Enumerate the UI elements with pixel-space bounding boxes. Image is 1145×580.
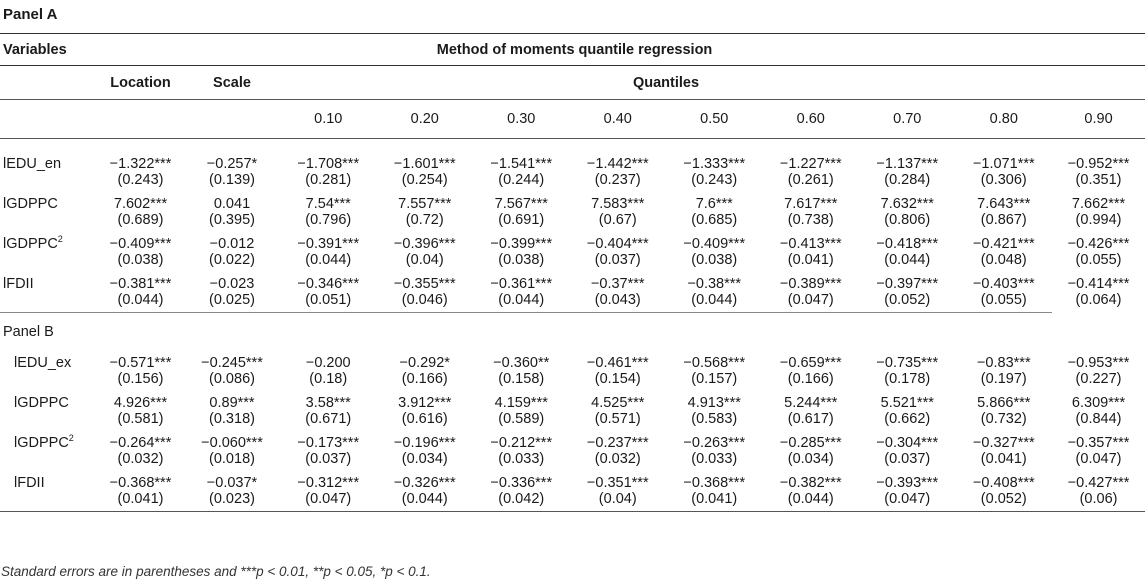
coefficient-cell: −0.426*** [1067,236,1130,252]
coefficient-cell: −0.263*** [683,435,746,451]
quantile-label: 0.80 [989,111,1018,127]
standard-error-cell: (0.06) [1052,491,1145,512]
coefficient-cell: −0.060*** [201,435,263,451]
coefficient-cell: 7.632*** [880,196,934,212]
standard-error-cell: (0.052) [956,491,1053,512]
coefficient-cell: −1.227*** [779,156,842,172]
coef-row [0,351,1145,371]
coefficient-cell: −0.735*** [876,355,939,371]
coefficient-cell: 7.662*** [1071,196,1126,212]
standard-error-cell: (0.994) [1075,212,1122,228]
se-row [0,212,1145,232]
regression-table [0,33,1145,512]
standard-error-cell: (0.178) [884,371,931,387]
standard-error-cell: (0.616) [401,411,448,427]
coefficient-cell: 4.926*** [113,395,168,411]
se-row [0,371,1145,391]
coefficient-cell: −0.381*** [109,276,172,292]
header-row-quantile-values [0,100,1145,139]
coefficient-cell: −0.408*** [972,475,1035,491]
coefficient-cell: −0.237*** [586,435,649,451]
coefficient-cell: −0.312*** [297,475,360,491]
coefficient-cell: −1.601*** [393,156,456,172]
coefficient-cell: −0.355*** [393,276,456,292]
standard-error-cell: (0.806) [884,212,931,228]
coefficient-cell: −0.037* [206,475,258,491]
standard-error-cell: (0.685) [691,212,738,228]
standard-error-cell: (0.052) [884,292,931,308]
footnote: Standard errors are in parentheses and ***p < 0.01, **p < 0.05, *p < 0.1. [1,564,431,579]
standard-error-cell: (0.044) [763,491,860,512]
variable-name: lGDPPC [3,196,58,212]
se-row [0,252,1145,272]
coefficient-cell: −0.023 [209,276,255,292]
standard-error-cell: (0.732) [980,411,1027,427]
header-row-quantiles [0,66,1145,100]
coefficient-cell: −1.708*** [297,156,360,172]
standard-error-cell: (0.038) [498,252,545,268]
coefficient-cell: −0.368*** [109,475,172,491]
standard-error-cell: (0.044) [305,252,352,268]
header-scale: Scale [213,74,251,91]
coefficient-cell: −0.37*** [590,276,645,292]
variable-name: lGDPPC [14,395,69,411]
coefficient-cell: −1.137*** [876,156,939,172]
standard-error-cell: (0.351) [1075,172,1122,188]
standard-error-cell: (0.042) [473,491,570,512]
coefficient-cell: −1.322*** [109,156,172,172]
se-row [0,292,1145,313]
coefficient-cell: −0.397*** [876,276,939,292]
standard-error-cell: (0.044) [377,491,474,512]
coefficient-cell: −0.200 [305,355,351,371]
standard-error-cell: (0.617) [787,411,834,427]
coefficient-cell: −0.427*** [1067,475,1130,491]
coefficient-cell: 7.567*** [494,196,548,212]
header-location: Location [110,74,171,91]
coefficient-cell: −0.409*** [683,236,746,252]
coefficient-cell: −0.38*** [687,276,742,292]
coefficient-cell: 4.525*** [591,395,645,411]
header-row-method [0,34,1145,66]
standard-error-cell: (0.154) [594,371,641,387]
standard-error-cell: (0.157) [691,371,738,387]
coefficient-cell: −0.212*** [490,435,553,451]
standard-error-cell: (0.044) [498,292,545,308]
standard-error-cell: (0.589) [498,411,545,427]
standard-error-cell: (0.041) [666,491,763,512]
coefficient-cell: −0.461*** [586,355,649,371]
panel-b-title: Panel B [0,313,1052,352]
standard-error-cell: (0.254) [401,172,448,188]
coefficient-cell: 7.6*** [695,196,733,212]
standard-error-cell: (0.284) [884,172,931,188]
se-row [0,172,1145,192]
coefficient-cell: −0.399*** [490,236,553,252]
quantile-label: 0.50 [700,111,729,127]
standard-error-cell: (0.04) [570,491,667,512]
coefficient-cell: −0.360** [493,355,550,371]
variable-name: lFDII [14,475,45,491]
coefficient-cell: −0.351*** [586,475,649,491]
variable-name: lGDPPC$^2$ [3,234,63,252]
coefficient-cell: −0.659*** [779,355,842,371]
se-row [0,491,1145,512]
header-method: Method of moments quantile regression [436,41,713,58]
standard-error-cell: (0.72) [405,212,444,228]
coef-row [0,139,1145,173]
standard-error-cell: (0.395) [209,212,255,228]
quantile-label: 0.20 [410,111,439,127]
coef-row [0,391,1145,411]
quantile-label: 0.10 [314,111,343,127]
standard-error-cell: (0.281) [305,172,352,188]
coefficient-cell: −0.391*** [297,236,360,252]
coefficient-cell: 7.557*** [398,196,452,212]
coefficient-cell: −0.953*** [1067,355,1130,371]
panel-a-title: Panel A [3,6,58,23]
quantile-label: 0.40 [603,111,632,127]
coefficient-cell: 0.89*** [209,395,255,411]
quantile-label: 0.60 [796,111,825,127]
standard-error-cell: (0.166) [401,371,448,387]
coefficient-cell: 4.159*** [494,395,548,411]
standard-error-cell: (0.67) [598,212,637,228]
standard-error-cell: (0.571) [594,411,641,427]
standard-error-cell: (0.04) [405,252,444,268]
standard-error-cell: (0.306) [980,172,1027,188]
standard-error-cell: (0.032) [594,451,641,467]
standard-error-cell: (0.047) [280,491,377,512]
standard-error-cell: (0.671) [305,411,352,427]
standard-error-cell: (0.156) [117,371,164,387]
coef-row [0,471,1145,491]
coefficient-cell: 4.913*** [687,395,741,411]
variable-name: lEDU_en [3,156,62,172]
coefficient-cell: −0.292* [399,355,450,371]
standard-error-cell: (0.237) [594,172,641,188]
coefficient-cell: 5.866*** [977,395,1031,411]
standard-error-cell: (0.051) [305,292,352,308]
standard-error-cell: (0.691) [498,212,545,228]
coefficient-cell: −0.336*** [490,475,553,491]
standard-error-cell: (0.023) [184,491,280,512]
coefficient-cell: 7.583*** [591,196,645,212]
coefficient-cell: 7.643*** [977,196,1031,212]
standard-error-cell: (0.227) [1075,371,1122,387]
coefficient-cell: −0.346*** [297,276,360,292]
standard-error-cell: (0.738) [787,212,834,228]
standard-error-cell: (0.197) [980,371,1027,387]
coefficient-cell: −0.382*** [779,475,842,491]
standard-error-cell: (0.064) [1075,292,1122,308]
coefficient-cell: −0.012 [209,236,255,252]
standard-error-cell: (0.867) [980,212,1027,228]
coefficient-cell: −0.285*** [779,435,842,451]
coefficient-cell: −0.389*** [779,276,842,292]
standard-error-cell: (0.583) [691,411,738,427]
coefficient-cell: 7.617*** [784,196,838,212]
standard-error-cell: (0.022) [209,252,255,268]
coefficient-cell: −0.173*** [297,435,360,451]
coefficient-cell: −0.568*** [683,355,746,371]
coefficient-cell: −0.413*** [779,236,842,252]
quantile-label: 0.30 [507,111,536,127]
variable-name: lFDII [3,276,34,292]
standard-error-cell: (0.033) [691,451,738,467]
standard-error-cell: (0.037) [594,252,641,268]
standard-error-cell: (0.048) [980,252,1027,268]
quantile-label: 0.70 [893,111,922,127]
standard-error-cell: (0.243) [117,172,164,188]
standard-error-cell: (0.689) [117,212,164,228]
header-quantiles: Quantiles [632,74,700,91]
se-row [0,411,1145,431]
coefficient-cell: −1.333*** [683,156,746,172]
standard-error-cell: (0.243) [691,172,738,188]
standard-error-cell: (0.047) [787,292,834,308]
standard-error-cell: (0.037) [305,451,352,467]
standard-error-cell: (0.581) [117,411,164,427]
standard-error-cell: (0.044) [117,292,164,308]
standard-error-cell: (0.047) [859,491,956,512]
coef-row [0,431,1145,451]
standard-error-cell: (0.086) [209,371,255,387]
header-variables: Variables [3,41,67,58]
coefficient-cell: −0.571*** [109,355,172,371]
coefficient-cell: 5.244*** [784,395,838,411]
standard-error-cell: (0.055) [1075,252,1122,268]
standard-error-cell: (0.261) [787,172,834,188]
coefficient-cell: −0.396*** [393,236,456,252]
standard-error-cell: (0.662) [884,411,931,427]
coefficient-cell: −1.071*** [972,156,1035,172]
coefficient-cell: 3.58*** [305,395,351,411]
standard-error-cell: (0.041) [787,252,834,268]
coefficient-cell: −0.368*** [683,475,746,491]
coefficient-cell: −0.418*** [876,236,939,252]
coefficient-cell: −0.326*** [393,475,456,491]
standard-error-cell: (0.139) [209,172,255,188]
coefficient-cell: −0.393*** [876,475,939,491]
standard-error-cell: (0.025) [209,292,255,308]
coefficient-cell: 3.912*** [398,395,452,411]
standard-error-cell: (0.018) [209,451,255,467]
coefficient-cell: −0.327*** [972,435,1035,451]
coefficient-cell: 7.602*** [113,196,168,212]
standard-error-cell: (0.043) [594,292,641,308]
standard-error-cell: (0.033) [498,451,545,467]
coefficient-cell: −1.541*** [490,156,553,172]
quantile-label: 0.90 [1084,111,1113,127]
standard-error-cell: (0.166) [787,371,834,387]
standard-error-cell: (0.047) [1075,451,1122,467]
coefficient-cell: −0.361*** [490,276,553,292]
coefficient-cell: −0.245*** [201,355,263,371]
coefficient-cell: 5.521*** [880,395,934,411]
standard-error-cell: (0.038) [117,252,164,268]
coefficient-cell: −0.952*** [1067,156,1130,172]
coef-row [0,192,1145,212]
standard-error-cell: (0.034) [787,451,834,467]
coefficient-cell: −0.264*** [109,435,172,451]
standard-error-cell: (0.037) [884,451,931,467]
coefficient-cell: −0.409*** [109,236,172,252]
standard-error-cell: (0.796) [305,212,352,228]
standard-error-cell: (0.041) [97,491,184,512]
standard-error-cell: (0.046) [401,292,448,308]
coef-row [0,272,1145,292]
standard-error-cell: (0.244) [498,172,545,188]
standard-error-cell: (0.032) [117,451,164,467]
standard-error-cell: (0.844) [1075,411,1122,427]
coefficient-cell: −0.83*** [976,355,1031,371]
se-row [0,451,1145,471]
standard-error-cell: (0.034) [401,451,448,467]
standard-error-cell: (0.18) [309,371,348,387]
coefficient-cell: −0.304*** [876,435,939,451]
panel-b-row [0,313,1145,352]
coefficient-cell: −0.196*** [393,435,456,451]
standard-error-cell: (0.041) [980,451,1027,467]
coefficient-cell: −0.421*** [972,236,1035,252]
standard-error-cell: (0.044) [884,252,931,268]
coefficient-cell: 6.309*** [1071,395,1126,411]
coefficient-cell: −0.257* [206,156,258,172]
variable-name: lGDPPC$^2$ [14,433,74,451]
standard-error-cell: (0.044) [691,292,738,308]
coefficient-cell: −1.442*** [586,156,649,172]
standard-error-cell: (0.055) [980,292,1027,308]
coefficient-cell: 7.54*** [305,196,351,212]
coef-row [0,232,1145,252]
variable-name: lEDU_ex [14,355,72,371]
coefficient-cell: −0.404*** [586,236,649,252]
standard-error-cell: (0.158) [498,371,545,387]
coefficient-cell: −0.414*** [1067,276,1130,292]
standard-error-cell: (0.038) [691,252,738,268]
coefficient-cell: 0.041 [213,196,251,212]
standard-error-cell: (0.318) [209,411,255,427]
coefficient-cell: −0.403*** [972,276,1035,292]
coefficient-cell: −0.357*** [1067,435,1130,451]
